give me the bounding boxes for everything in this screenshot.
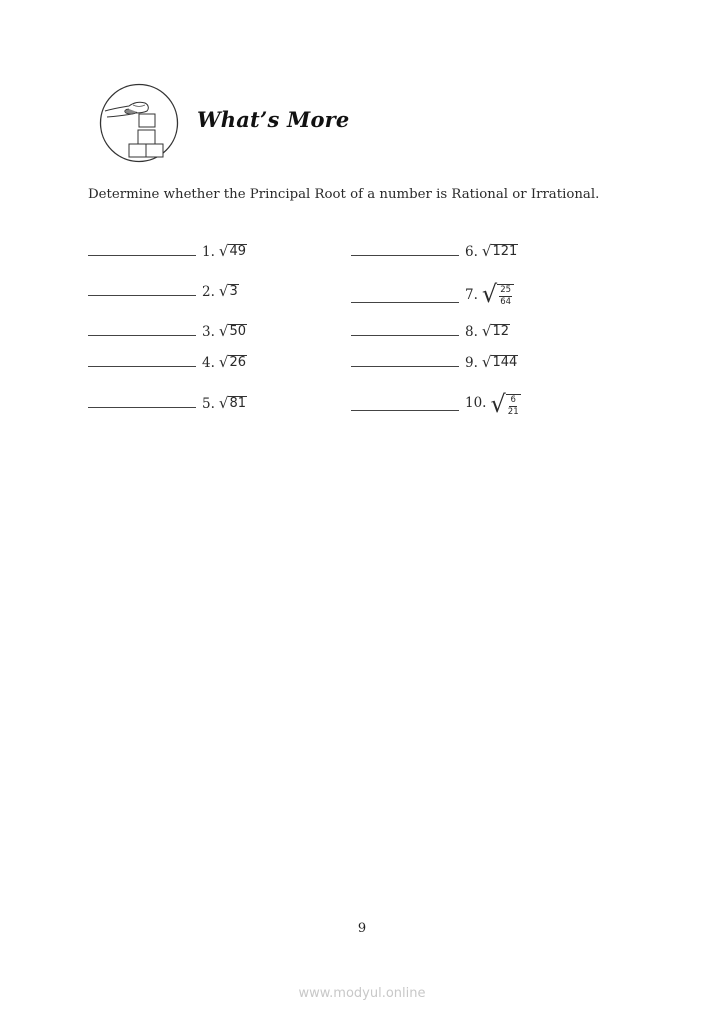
item-number: 4. — [202, 355, 215, 372]
question-item-5 — [88, 396, 247, 412]
square-root: √ 3 — [218, 282, 238, 301]
item-number: 1. — [202, 244, 215, 261]
answer-blank[interactable] — [88, 254, 196, 256]
square-root: √ 121 — [481, 242, 518, 261]
answer-blank[interactable] — [88, 294, 196, 296]
question-item-1 — [88, 244, 247, 260]
square-root-fraction: √ $\frac{25}{64}$ — [482, 284, 514, 307]
item-number: 9. — [465, 355, 478, 372]
question-item-7 — [351, 280, 514, 308]
item-number: 8. — [465, 324, 478, 341]
answer-blank[interactable] — [351, 409, 459, 411]
question-item-3 — [88, 324, 247, 340]
question-item-8 — [351, 324, 510, 340]
item-number: 3. — [202, 324, 215, 341]
answer-blank[interactable] — [88, 365, 196, 367]
answer-blank[interactable] — [88, 406, 196, 408]
square-root: √ 144 — [481, 353, 518, 372]
square-root: √ 12 — [481, 322, 509, 341]
item-number: 2. — [202, 284, 215, 301]
hand-stacking-blocks-icon — [99, 83, 179, 163]
section-title: What’s More — [197, 107, 350, 132]
answer-blank[interactable] — [351, 254, 459, 256]
square-root-fraction: √ $\frac{6}{21}$ — [490, 390, 519, 418]
item-number: 7. — [465, 287, 478, 304]
answer-blank[interactable] — [351, 365, 459, 367]
question-item-4 — [88, 355, 247, 371]
answer-blank[interactable] — [351, 334, 459, 336]
watermark: www.modyul.online — [298, 986, 426, 1001]
question-item-2 — [88, 284, 239, 300]
square-root: √ 49 — [218, 242, 246, 261]
square-root: √ 50 — [218, 322, 246, 341]
item-number: 5. — [202, 396, 215, 413]
square-root: √ 81 — [218, 394, 246, 413]
item-number: 10. — [465, 395, 487, 412]
question-item-6 — [351, 244, 518, 260]
square-root: √ 26 — [218, 353, 246, 372]
answer-blank[interactable] — [351, 301, 459, 303]
answer-blank[interactable] — [88, 334, 196, 336]
page-number: 9 — [357, 921, 367, 936]
question-item-9 — [351, 355, 518, 371]
instructions: Determine whether the Principal Root of a number is Rational or Irrational. — [88, 187, 600, 202]
question-item-10 — [351, 390, 521, 417]
item-number: 6. — [465, 244, 478, 261]
